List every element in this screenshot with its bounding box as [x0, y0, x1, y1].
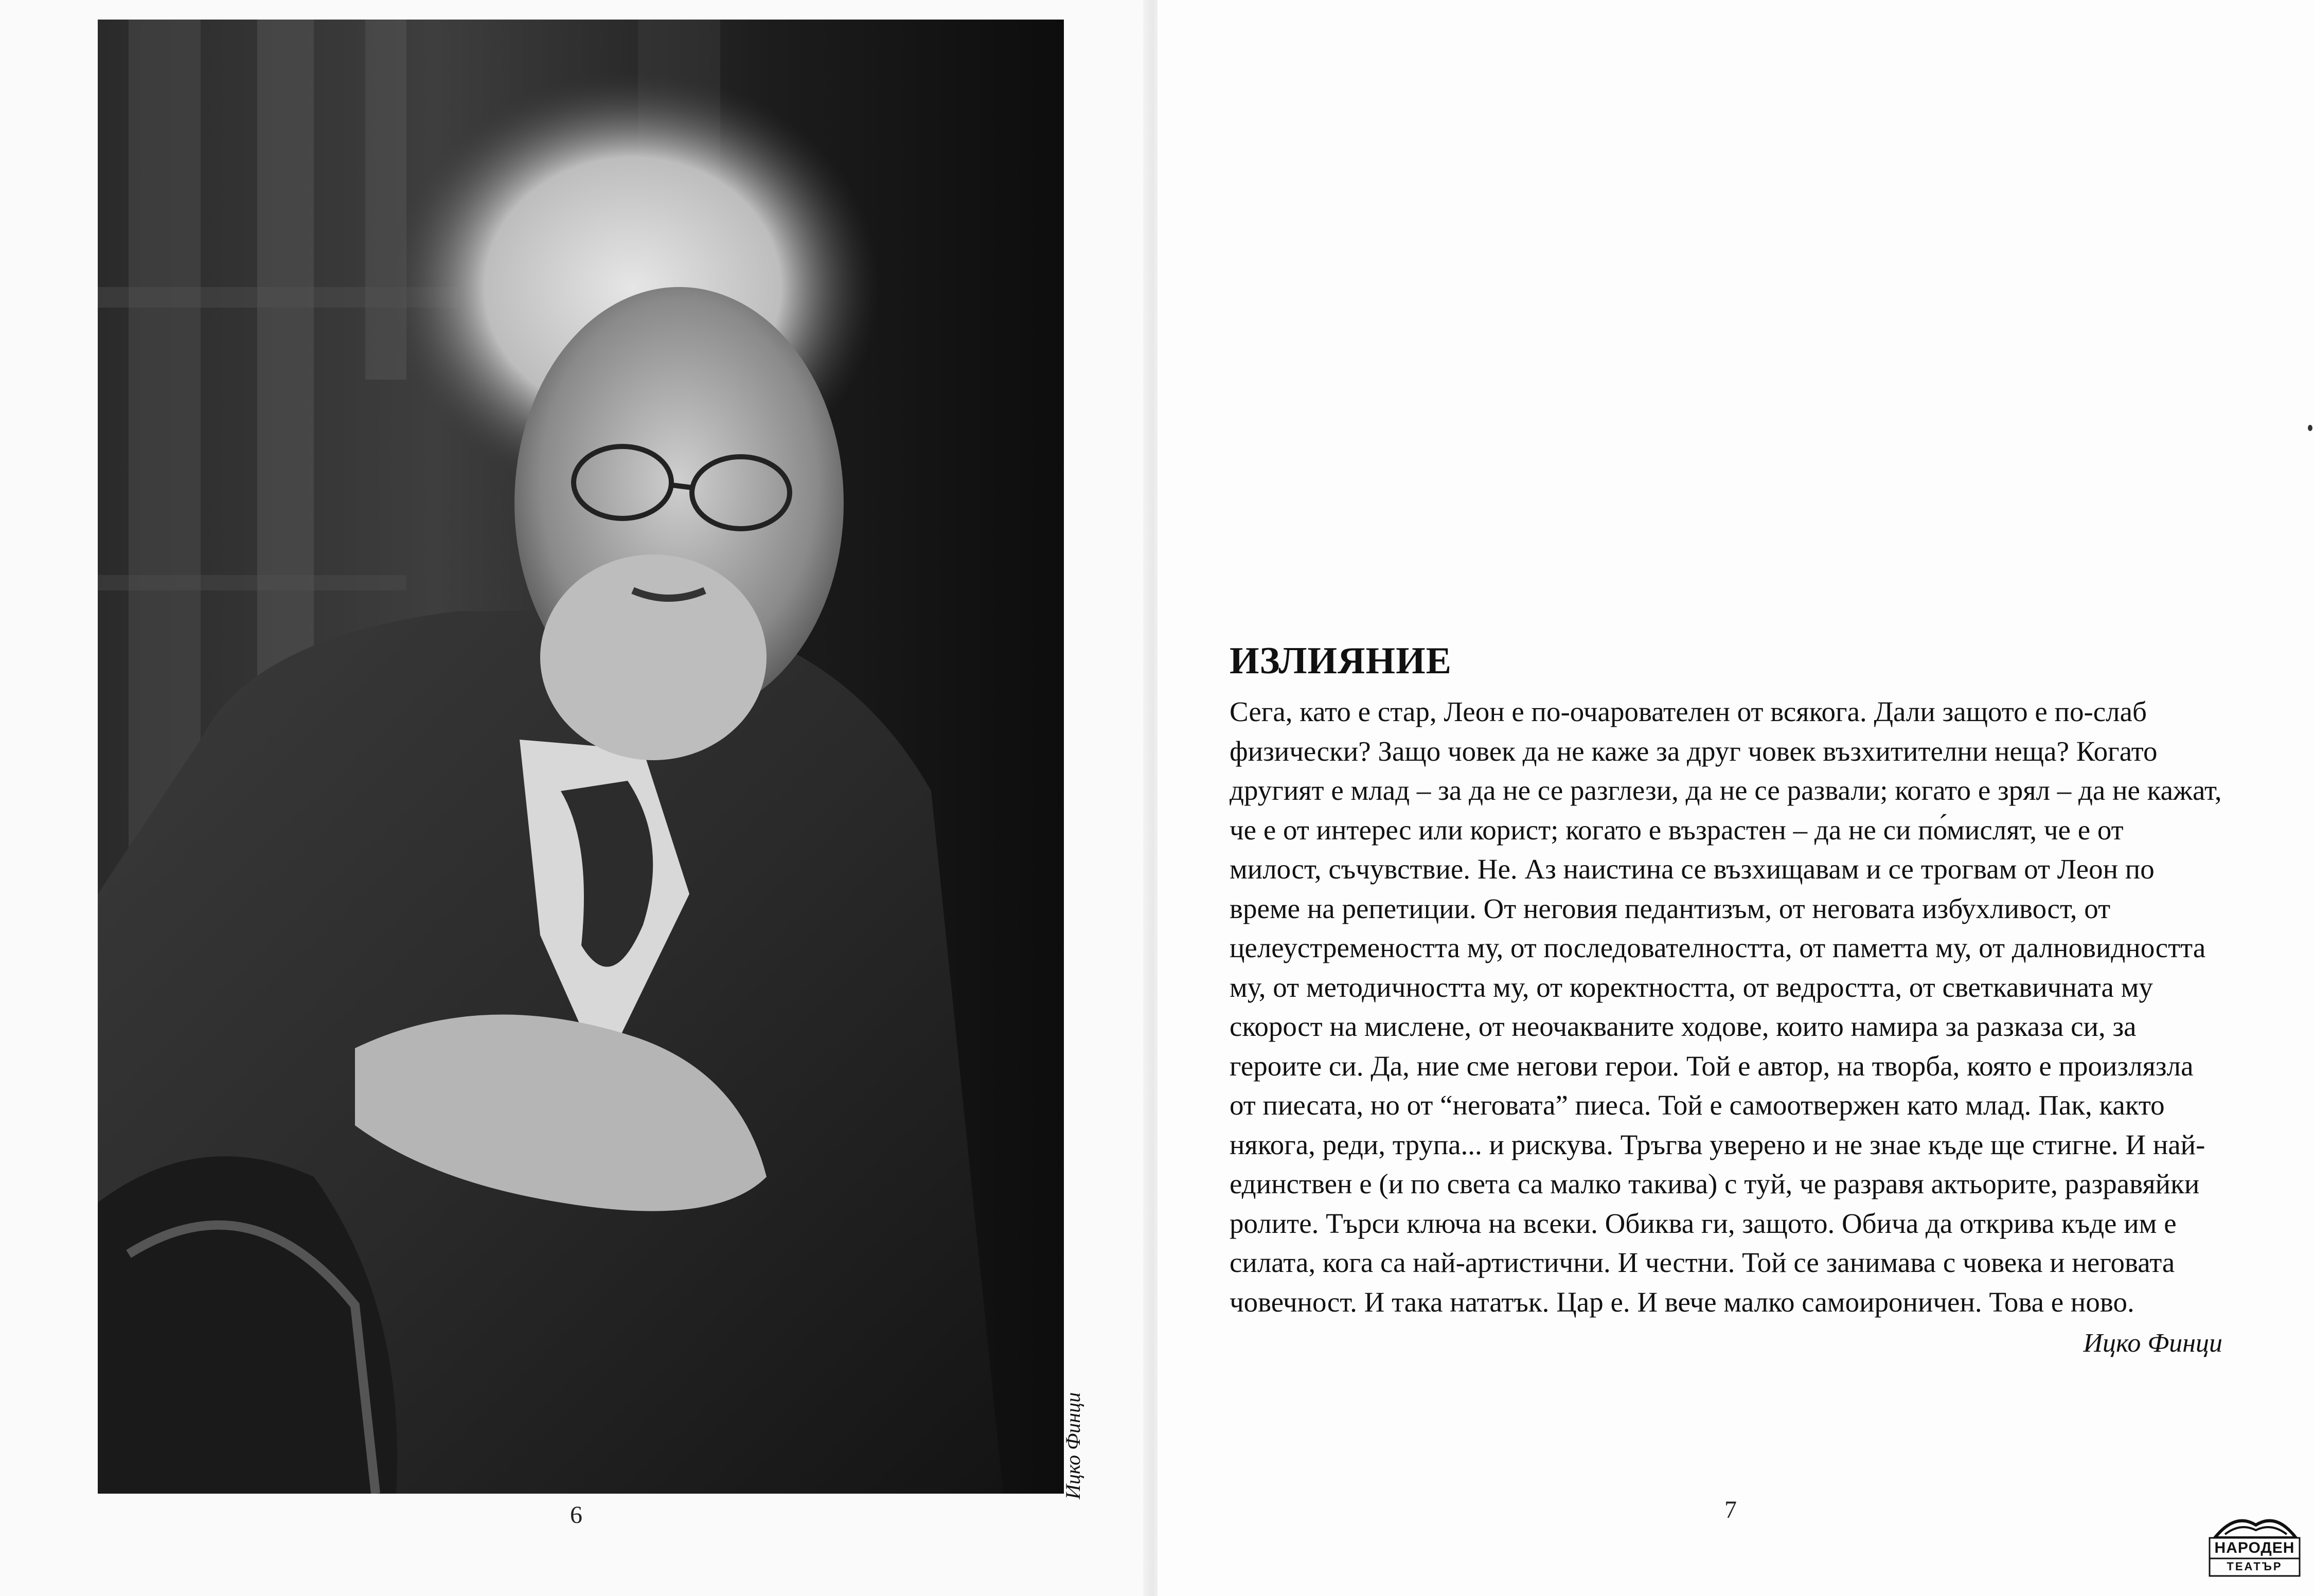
article: [1230, 639, 2222, 1358]
left-page: [0, 0, 1147, 1596]
portrait-photo-image: [98, 20, 1064, 1494]
logo-line-2: ТЕАТЪР: [2227, 1560, 2283, 1573]
portrait-photo: [98, 20, 1064, 1494]
scan-speck: [2308, 425, 2312, 431]
photo-credit: Ицко Финци: [1061, 1392, 1084, 1499]
logo-line-1: НАРОДЕН: [2214, 1539, 2295, 1556]
article-body: Сега, като е стар, Леон е по-очарователен от всякога. Дали защото е по-слаб физически? Защо човек да не каже за друг човек възхитителни неща? Когато другият е млад – за да не се разглези, да не се развали; когато е зрял – да не кажат, че е от интерес или корист; когато е възрастен – да не си по́мислят, че е от милост, съчувствие. Не. Аз наистина се възхищавам и се трогвам от Леон по време на репетиции. От неговия педантизъм, от неговата избухливост, от целеустремеността му, от последователността, от паметта му, от далновидността му, от методичността му, от коректността, от ведростта, от светкавичната му скорост на мислене, от неочакваните ходове, които намира за разказа си, за героите си. Да, ние сме негови герои. Той е автор, на творба, която е произлязла от пиесата, но от “неговата” пиеса. Той е самоотвержен като млад. Пак, както някога, реди, трупа... и рискува. Тръгва уверено и не знае къде ще стигне. И най-единствен е (и по света са малко такива) с туй, че разравя актьорите, разравяйки ролите. Търси ключа на всеки. Обиква ги, защото. Обича да открива къде им е силата, кога са най-артистични. И честни. Той се занимава с човека и неговата човечност. И така нататък. Цар е. И вече малко самоироничен. Това е ново.: [1230, 696, 2222, 1318]
page-number-left: 6: [570, 1501, 582, 1529]
article-signature: Ицко Финци: [2083, 1329, 2222, 1358]
article-title: ИЗЛИЯНИЕ: [1230, 640, 1452, 682]
theatre-logo: [2204, 1510, 2305, 1587]
page-number-right: 7: [1724, 1496, 1737, 1523]
